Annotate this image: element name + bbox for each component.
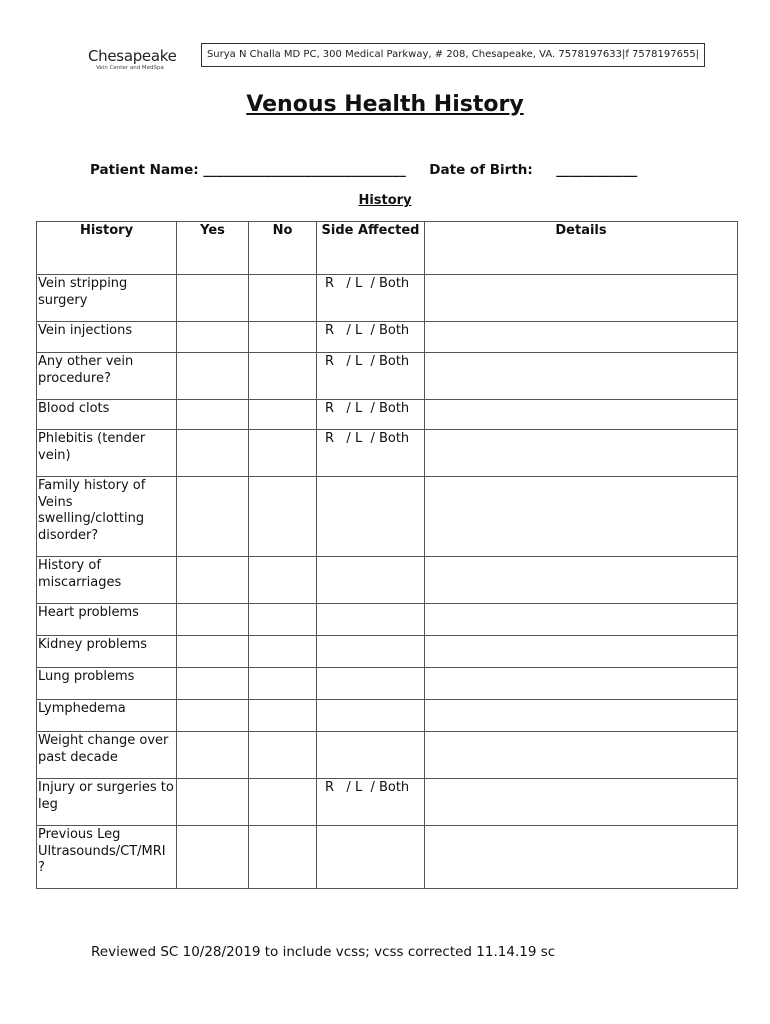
no-cell[interactable] xyxy=(249,275,317,322)
history-cell: Phlebitis (tender vein) xyxy=(37,430,177,477)
yes-cell[interactable] xyxy=(177,700,249,732)
details-cell[interactable] xyxy=(425,668,738,700)
no-cell[interactable] xyxy=(249,557,317,604)
no-cell[interactable] xyxy=(249,477,317,557)
no-cell[interactable] xyxy=(249,779,317,826)
table-row xyxy=(37,430,738,477)
details-cell[interactable] xyxy=(425,557,738,604)
column-header-details: Details xyxy=(425,222,738,275)
yes-cell[interactable] xyxy=(177,322,249,353)
side-affected-cell[interactable] xyxy=(317,700,425,732)
review-note: Reviewed SC 10/28/2019 to include vcss; vcss corrected 11.14.19 sc xyxy=(91,944,556,960)
side-affected-cell[interactable]: R / L / Both xyxy=(317,779,425,826)
history-cell: Vein injections xyxy=(37,322,177,353)
header-address: Surya N Challa MD PC, 300 Medical Parkway, # 208, Chesapeake, VA. 7578197633|f 7578197655| xyxy=(206,49,700,60)
no-cell[interactable] xyxy=(249,400,317,430)
side-affected-cell[interactable]: R / L / Both xyxy=(317,353,425,400)
yes-cell[interactable] xyxy=(177,779,249,826)
side-affected-cell[interactable] xyxy=(317,826,425,889)
table-row xyxy=(37,668,738,700)
details-cell[interactable] xyxy=(425,636,738,668)
yes-cell[interactable] xyxy=(177,668,249,700)
page-title: Venous Health History xyxy=(246,92,524,117)
no-cell[interactable] xyxy=(249,668,317,700)
side-affected-cell[interactable]: R / L / Both xyxy=(317,275,425,322)
yes-cell[interactable] xyxy=(177,604,249,636)
column-header-side: Side Affected xyxy=(317,222,425,275)
history-cell: History of miscarriages xyxy=(37,557,177,604)
history-cell: Blood clots xyxy=(37,400,177,430)
dob-label: Date of Birth: xyxy=(429,162,533,178)
details-cell[interactable] xyxy=(425,275,738,322)
details-cell[interactable] xyxy=(425,700,738,732)
yes-cell[interactable] xyxy=(177,275,249,322)
side-affected-cell[interactable] xyxy=(317,477,425,557)
table-header-row xyxy=(37,222,738,275)
table-row xyxy=(37,353,738,400)
yes-cell[interactable] xyxy=(177,557,249,604)
table-row xyxy=(37,700,738,732)
column-header-yes: Yes xyxy=(177,222,249,275)
history-cell: Previous Leg Ultrasounds/CT/MRI ? xyxy=(37,826,177,889)
table-row xyxy=(37,636,738,668)
dob-field[interactable]: ____________ xyxy=(556,162,638,178)
details-cell[interactable] xyxy=(425,353,738,400)
section-label-history: History xyxy=(358,193,412,208)
history-cell: Weight change over past decade xyxy=(37,732,177,779)
yes-cell[interactable] xyxy=(177,400,249,430)
history-table xyxy=(36,221,738,889)
patient-name-field[interactable]: ______________________________ xyxy=(203,162,406,178)
table-row xyxy=(37,557,738,604)
table-row xyxy=(37,275,738,322)
yes-cell[interactable] xyxy=(177,353,249,400)
logo-name: Chesapeake xyxy=(88,47,177,65)
table-row xyxy=(37,826,738,889)
table-row xyxy=(37,322,738,353)
details-cell[interactable] xyxy=(425,732,738,779)
patient-name-label: Patient Name: xyxy=(90,162,199,178)
details-cell[interactable] xyxy=(425,604,738,636)
details-cell[interactable] xyxy=(425,477,738,557)
table-row xyxy=(37,400,738,430)
logo-tagline: Vein Center and MedSpa xyxy=(96,65,164,71)
clinic-logo xyxy=(88,47,177,72)
side-affected-cell[interactable] xyxy=(317,557,425,604)
no-cell[interactable] xyxy=(249,826,317,889)
details-cell[interactable] xyxy=(425,400,738,430)
table-row xyxy=(37,732,738,779)
side-affected-cell[interactable] xyxy=(317,636,425,668)
side-affected-cell[interactable] xyxy=(317,604,425,636)
table-row xyxy=(37,779,738,826)
yes-cell[interactable] xyxy=(177,732,249,779)
history-cell: Lymphedema xyxy=(37,700,177,732)
history-cell: Family history of Veins swelling/clotting disorder? xyxy=(37,477,177,557)
side-affected-cell[interactable]: R / L / Both xyxy=(317,400,425,430)
history-cell: Heart problems xyxy=(37,604,177,636)
side-affected-cell[interactable]: R / L / Both xyxy=(317,322,425,353)
no-cell[interactable] xyxy=(249,700,317,732)
no-cell[interactable] xyxy=(249,604,317,636)
yes-cell[interactable] xyxy=(177,636,249,668)
yes-cell[interactable] xyxy=(177,477,249,557)
table-row xyxy=(37,477,738,557)
no-cell[interactable] xyxy=(249,322,317,353)
yes-cell[interactable] xyxy=(177,826,249,889)
no-cell[interactable] xyxy=(249,430,317,477)
side-affected-cell[interactable] xyxy=(317,668,425,700)
history-cell: Any other vein procedure? xyxy=(37,353,177,400)
side-affected-cell[interactable]: R / L / Both xyxy=(317,430,425,477)
history-cell: Lung problems xyxy=(37,668,177,700)
details-cell[interactable] xyxy=(425,322,738,353)
no-cell[interactable] xyxy=(249,732,317,779)
no-cell[interactable] xyxy=(249,636,317,668)
no-cell[interactable] xyxy=(249,353,317,400)
column-header-no: No xyxy=(249,222,317,275)
history-cell: Vein stripping surgery xyxy=(37,275,177,322)
history-cell: Injury or surgeries to leg xyxy=(37,779,177,826)
side-affected-cell[interactable] xyxy=(317,732,425,779)
details-cell[interactable] xyxy=(425,430,738,477)
details-cell[interactable] xyxy=(425,826,738,889)
patient-info-line xyxy=(90,162,637,178)
history-cell: Kidney problems xyxy=(37,636,177,668)
column-header-history: History xyxy=(37,222,177,275)
details-cell[interactable] xyxy=(425,779,738,826)
header-address-box xyxy=(201,43,705,67)
table-row xyxy=(37,604,738,636)
yes-cell[interactable] xyxy=(177,430,249,477)
